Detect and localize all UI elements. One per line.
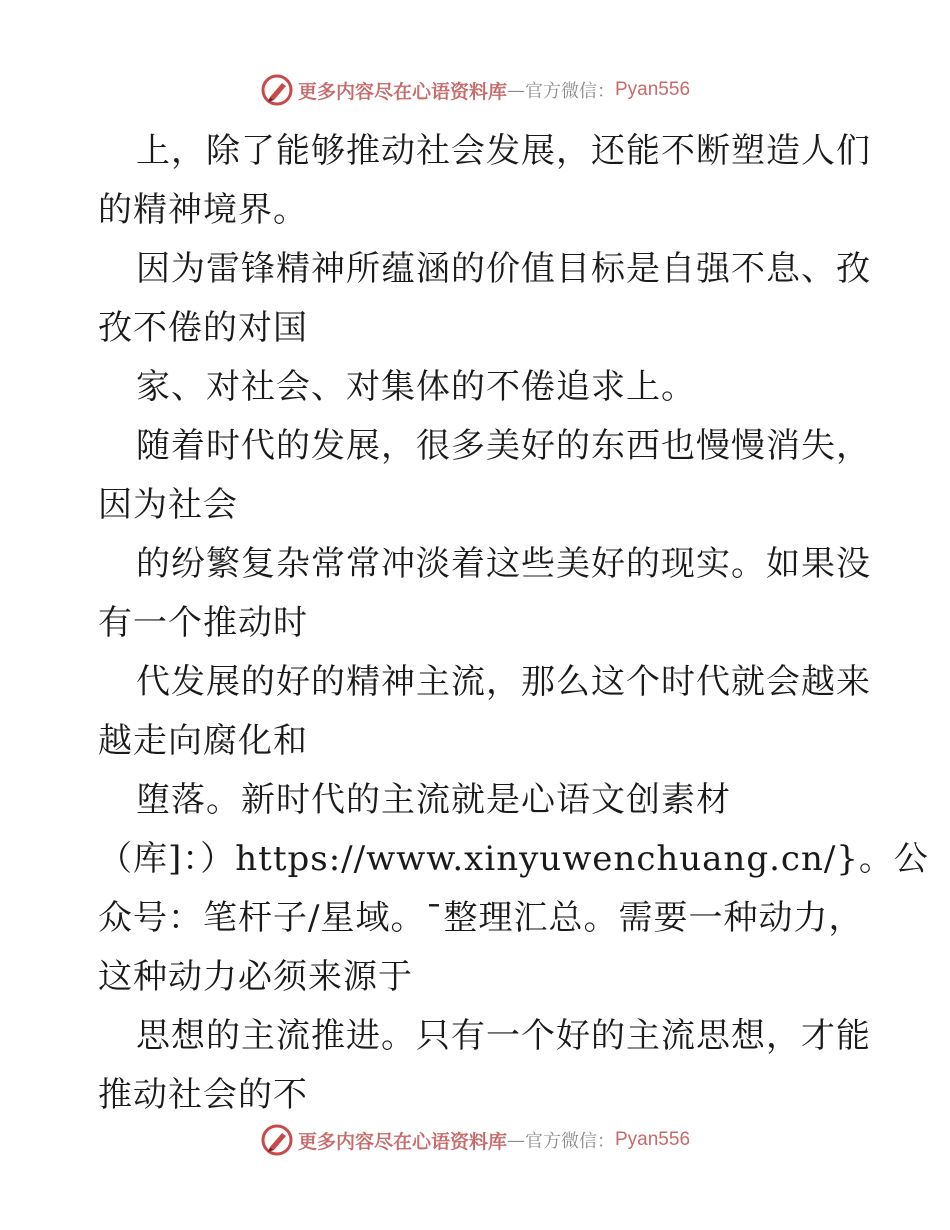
body-line: 家、对社会、对集体的不倦追求上。 <box>136 367 696 407</box>
body-line: 思想的主流推进。只有一个好的主流思想，才能 <box>136 1016 871 1056</box>
body-line: 孜不倦的对国 <box>98 308 308 348</box>
body-line: 的纷繁复杂常常冲淡着这些美好的现实。如果没 <box>136 544 871 584</box>
body-line: 众号：笔杆子/星域。¯整理汇总。需要一种动力， <box>98 898 864 938</box>
pen-logo-icon <box>260 73 294 107</box>
body-line: 有一个推动时 <box>98 603 308 643</box>
body-line: 的精神境界。 <box>98 190 308 230</box>
body-line: 这种动力必须来源于 <box>98 957 413 997</box>
pen-logo-icon <box>260 1123 294 1157</box>
body-line-url: （库]：）https://www.xinyuwenchuang.cn/}。公 <box>98 839 929 879</box>
header-dash: — <box>507 79 525 101</box>
body-line: 因为雷锋精神所蕴涵的价值目标是自强不息、孜 <box>136 249 871 289</box>
header-banner <box>0 70 950 110</box>
body-line: 堕落。新时代的主流就是心语文创素材 <box>136 780 731 820</box>
footer-wechat-id: Pyan556 <box>615 1129 691 1150</box>
footer-brand-text: 更多内容尽在心语资料库 <box>297 1130 507 1153</box>
body-line: 推动社会的不 <box>98 1075 308 1115</box>
document-body <box>98 122 929 1125</box>
header-wechat-id: Pyan556 <box>615 79 691 100</box>
body-line: 代发展的好的精神主流，那么这个时代就会越来 <box>136 662 871 702</box>
footer-wechat-label: 官方微信： <box>525 1131 615 1152</box>
footer-dash: — <box>507 1129 525 1151</box>
body-line: 随着时代的发展，很多美好的东西也慢慢消失， <box>136 426 871 466</box>
body-line: 上，除了能够推动社会发展，还能不断塑造人们 <box>136 131 871 171</box>
header-wechat-label: 官方微信： <box>525 81 615 102</box>
body-line: 因为社会 <box>98 485 238 525</box>
header-brand-text: 更多内容尽在心语资料库 <box>297 80 507 103</box>
footer-banner <box>0 1120 950 1160</box>
body-line: 越走向腐化和 <box>98 721 308 761</box>
